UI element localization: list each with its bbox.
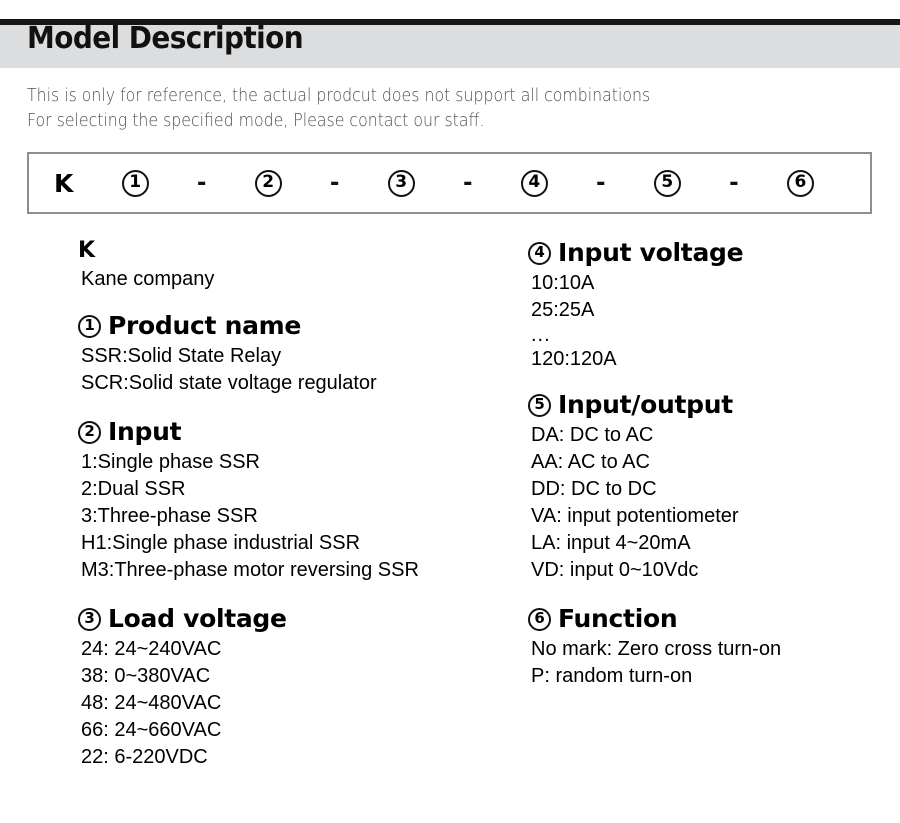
section-number-badge: 4	[528, 242, 551, 265]
section-number-badge: 6	[528, 608, 551, 631]
section-item-list	[528, 422, 900, 584]
section-item-list	[78, 449, 518, 584]
section-title: Input voltage	[558, 238, 744, 267]
page-title: Model Description	[27, 21, 304, 56]
list-item: Kane company	[81, 268, 215, 290]
section-load-voltage	[78, 602, 518, 771]
model-code-slot-1: 1	[122, 170, 149, 197]
spacer	[78, 295, 518, 309]
list-item: No mark: Zero cross turn-on	[531, 638, 782, 660]
list-item: DA: DC to AC	[531, 424, 654, 446]
list-item: 120:120A	[531, 348, 617, 370]
list-item: P: random turn-on	[531, 665, 693, 687]
brand-section	[78, 236, 518, 293]
list-item: 48: 24~480VAC	[81, 692, 222, 714]
list-item-ellipsis: ...	[531, 324, 551, 346]
spacer	[78, 586, 518, 602]
spacer	[528, 375, 900, 388]
list-item: 66: 24~660VAC	[81, 719, 222, 741]
list-item: 10:10A	[531, 272, 595, 294]
spacer	[78, 399, 518, 415]
model-code-slot-6: 6	[787, 170, 814, 197]
list-item: M3:Three-phase motor reversing SSR	[81, 559, 419, 581]
list-item: 3:Three-phase SSR	[81, 505, 258, 527]
section-item-list	[78, 343, 518, 397]
list-item: AA: AC to AC	[531, 451, 650, 473]
section-input-voltage	[528, 236, 900, 373]
list-item: 1:Single phase SSR	[81, 451, 261, 473]
spacer	[528, 586, 900, 602]
section-title: Function	[558, 604, 678, 633]
model-code-prefix: K	[54, 168, 74, 198]
section-heading	[78, 602, 518, 636]
section-number-badge: 1	[78, 315, 101, 338]
intro-line-1: This is only for reference, the actual prodcut does not support all combinations	[27, 86, 651, 106]
brand-description-list	[78, 266, 518, 293]
model-code-dash-1: -	[196, 169, 207, 196]
list-item: 38: 0~380VAC	[81, 665, 211, 687]
section-heading	[78, 415, 518, 449]
section-title: Input	[108, 417, 182, 446]
model-code-slot-5: 5	[654, 170, 681, 197]
right-column	[528, 236, 900, 692]
section-input	[78, 415, 518, 584]
model-code-dash-3: -	[462, 169, 473, 196]
section-title: Load voltage	[108, 604, 287, 633]
model-code-slot-3: 3	[388, 170, 415, 197]
section-heading	[78, 309, 518, 343]
section-heading	[528, 236, 900, 270]
section-function	[528, 602, 900, 690]
section-product-name	[78, 309, 518, 397]
list-item: 24: 24~240VAC	[81, 638, 222, 660]
list-item: SCR:Solid state voltage regulator	[81, 372, 377, 394]
model-code-dash-5: -	[729, 169, 739, 196]
model-code-slot-2: 2	[255, 170, 282, 197]
list-item: LA: input 4~20mA	[531, 532, 691, 554]
section-number-badge: 5	[528, 394, 551, 417]
section-heading	[528, 388, 900, 422]
list-item: 25:25A	[531, 299, 595, 321]
model-code-slot-4: 4	[521, 170, 548, 197]
section-heading	[528, 602, 900, 636]
model-code-dash-4: -	[596, 169, 606, 196]
list-item: 2:Dual SSR	[81, 478, 186, 500]
model-code-dash-2: -	[329, 169, 340, 196]
section-title: Input/output	[558, 390, 733, 419]
list-item: H1:Single phase industrial SSR	[81, 532, 361, 554]
model-code-row	[54, 154, 814, 212]
section-number-badge: 2	[78, 421, 101, 444]
list-item: VD: input 0~10Vdc	[531, 559, 699, 581]
section-number-badge: 3	[78, 608, 101, 631]
section-item-list	[528, 270, 900, 373]
intro-line-2: For selecting the specified mode, Please contact our staff.	[27, 111, 485, 131]
section-input-output	[528, 388, 900, 584]
list-item: VA: input potentiometer	[531, 505, 739, 527]
section-title: Product name	[108, 311, 302, 340]
model-code-box	[27, 152, 872, 214]
list-item: 22: 6-220VDC	[81, 746, 208, 768]
list-item: DD: DC to DC	[531, 478, 657, 500]
brand-code: K	[78, 238, 96, 263]
intro-paragraph	[27, 84, 783, 134]
list-item: SSR:Solid State Relay	[81, 345, 282, 367]
left-column	[78, 236, 518, 773]
section-item-list	[78, 636, 518, 771]
section-item-list	[528, 636, 900, 690]
